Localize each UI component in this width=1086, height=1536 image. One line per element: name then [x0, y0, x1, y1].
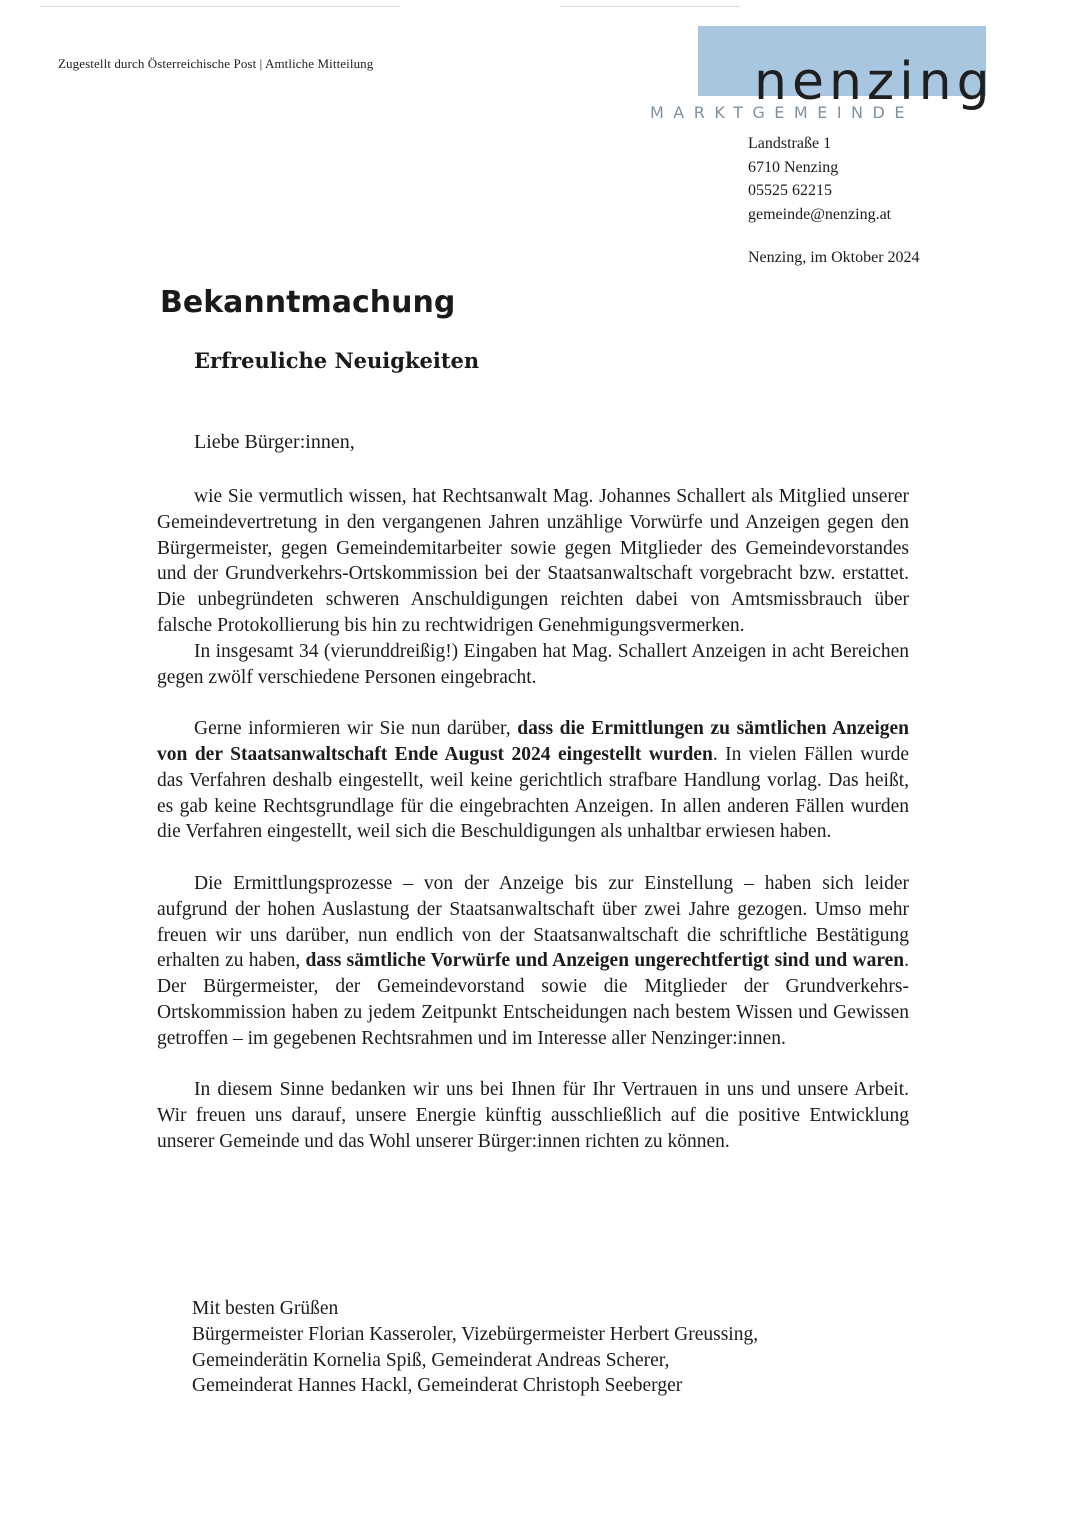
paragraph-4-rest: . Der Bürgermeister, der Gemeindevorstand sowie die Mitglieder der Grundverkehrs-Ortskommission haben zu jedem Zeitpunkt Entscheidungen nach bestem Wissen und Gewissen getroffen – im gegebenen Rechtsrahmen und im Interesse aller Nenzinger:innen. [157, 950, 909, 1049]
paragraph-3-rest: . In vielen Fällen wurde das Verfahren deshalb eingestellt, weil keine gerichtlich strafbare Handlung vorlag. Das heißt, es gab keine Rechtsgrundlage für die eingebrachten Anzeigen. In allen anderen Fällen wurden die Verfahren eingestellt, weil sich die Beschuldigungen als unhaltbar erwiesen haben. [157, 743, 909, 843]
paragraph-5: In diesem Sinne bedanken wir uns bei Ihnen für Ihr Vertrauen in uns und unsere Arbeit. Wir freuen uns darauf, unsere Energie künftig ausschließlich auf die positive Entwicklung unserer Gemeinde und das Wohl unserer Bürger:innen richten zu können. [157, 1079, 909, 1152]
address-email: gemeinde@nenzing.at [748, 205, 892, 223]
letter-body [157, 484, 909, 1155]
paragraph-3 [157, 716, 909, 845]
paragraph-2: In insgesamt 34 (vierunddreißig!) Eingaben hat Mag. Schallert Anzeigen in acht Bereichen gegen zwölf verschiedene Personen eingebracht. [157, 640, 909, 688]
address-phone: 05525 62215 [748, 182, 832, 199]
paragraph-4-emphasis: dass sämtliche Vorwürfe und Anzeigen ungerechtfertigt sind und waren [305, 950, 905, 972]
scan-edge-left [40, 6, 400, 7]
logo-wordmark: nenzing [754, 52, 995, 112]
paragraph-3-lead: Gerne informieren wir Sie nun darüber, [194, 718, 518, 740]
address-street: Landstraße 1 [748, 135, 832, 152]
closing-greeting: Mit besten Grüßen [192, 1298, 339, 1319]
delivery-note: Zugestellt durch Österreichische Post | Amtliche Mitteilung [58, 56, 374, 71]
signatories-line-2: Gemeinderätin Kornelia Spiß, Gemeinderat Andreas Scherer, [192, 1349, 670, 1371]
sender-address [748, 132, 891, 226]
letter-date: Nenzing, im Oktober 2024 [748, 249, 920, 266]
closing-block [192, 1296, 758, 1399]
municipality-logo [650, 26, 995, 126]
page-title: Bekanntmachung [160, 285, 456, 320]
paragraph-1: wie Sie vermutlich wissen, hat Rechtsanwalt Mag. Johannes Schallert als Mitglied unserer Gemeindevertretung in den vergangenen Jahren unzählige Vorwürfe und Anzeigen gegen den Bürgermeister, gegen Gemeindemitarbeiter sowie gegen Mitglieder des Gemeindevorstandes und der Grundverkehrs-Ortskommission bei der Staatsanwaltschaft vorgebracht bzw. erstattet. Die unbegründeten schweren Anschuldigungen reichten dabei von Amtsmissbrauch über falsche Protokollierung bis hin zu rechtwidrigen Genehmigungsvermerken. [157, 486, 909, 636]
salutation: Liebe Bürger:innen, [194, 431, 355, 453]
scan-edge-right [560, 6, 740, 7]
signatories-line-1: Bürgermeister Florian Kasseroler, Vizebürgermeister Herbert Greussing, [192, 1323, 759, 1345]
page-subtitle: Erfreuliche Neuigkeiten [194, 348, 480, 373]
paragraph-4-lead: Die Ermittlungsprozesse – von der Anzeige bis zur Einstellung – haben sich leider aufgrund der hohen Auslastung der Staatsanwaltschaft über zwei Jahre gezogen. Umso mehr freuen wir uns darüber, nun endlich von der Staatsanwaltschaft die schriftliche Bestätigung erhalten zu haben, [157, 872, 909, 972]
address-city: 6710 Nenzing [748, 158, 839, 176]
paragraph-4 [157, 871, 909, 1052]
paragraph-3-emphasis: dass die Ermittlungen zu sämtlichen Anzeigen von der Staatsanwaltschaft Ende August 2024 eingestellt wurden [157, 718, 910, 765]
signatories-line-3: Gemeinderat Hannes Hackl, Gemeinderat Christoph Seeberger [192, 1375, 683, 1397]
logo-subtitle: MARKTGEMEINDE [650, 103, 914, 122]
